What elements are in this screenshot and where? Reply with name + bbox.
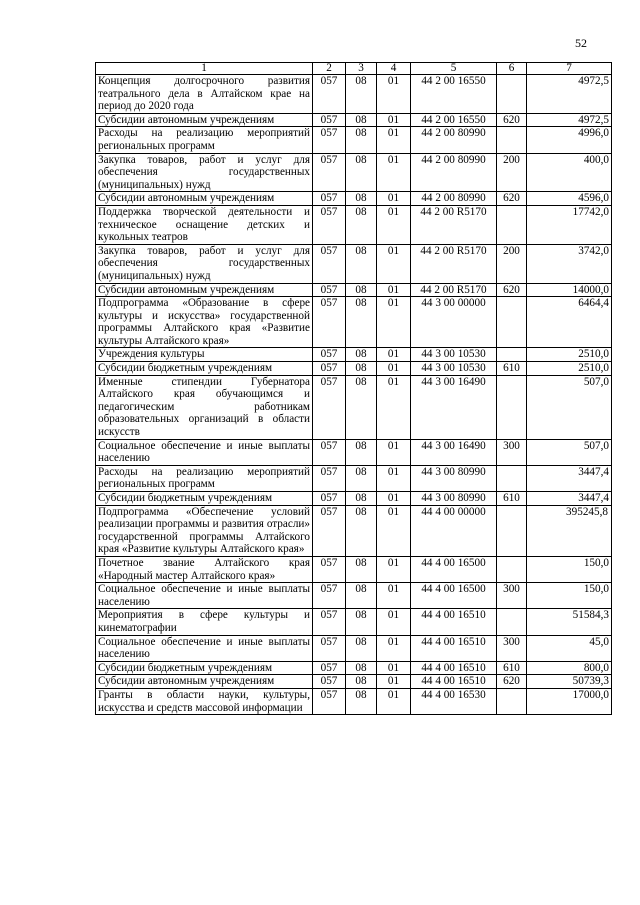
table-row (96, 348, 612, 362)
grbs-code-cell: 057 (313, 113, 346, 127)
target-article-code-cell: 44 2 00 80990 (411, 127, 497, 153)
expense-type-code-cell: 300 (497, 635, 527, 661)
subsection-code-cell: 01 (377, 153, 411, 192)
table-row (96, 492, 612, 506)
section-code-cell: 08 (346, 635, 377, 661)
target-article-code-cell: 44 2 00 80990 (411, 153, 497, 192)
table-row (96, 609, 612, 635)
subsection-code-cell: 01 (377, 362, 411, 376)
target-article-code-cell: 44 2 00 R5170 (411, 283, 497, 297)
expense-type-code-cell (497, 556, 527, 582)
subsection-code-cell: 01 (377, 556, 411, 582)
amount-cell: 50739,3 (527, 675, 612, 689)
grbs-code-cell: 057 (313, 439, 346, 465)
table-row (96, 153, 612, 192)
expense-type-code-cell: 200 (497, 153, 527, 192)
section-code-cell: 08 (346, 244, 377, 283)
target-article-code-cell: 44 4 00 16500 (411, 556, 497, 582)
grbs-code-cell: 057 (313, 375, 346, 439)
item-name-cell: Субсидии автономным учреждениям (96, 283, 313, 297)
subsection-code-cell: 01 (377, 635, 411, 661)
subsection-code-cell: 01 (377, 505, 411, 556)
expense-type-code-cell: 610 (497, 492, 527, 506)
expense-type-code-cell (497, 348, 527, 362)
amount-cell: 14000,0 (527, 283, 612, 297)
table-row (96, 439, 612, 465)
target-article-code-cell: 44 2 00 16550 (411, 75, 497, 114)
target-article-code-cell: 44 3 00 80990 (411, 492, 497, 506)
amount-cell: 17742,0 (527, 205, 612, 244)
table-row (96, 127, 612, 153)
subsection-code-cell: 01 (377, 348, 411, 362)
table-row (96, 556, 612, 582)
table-row (96, 297, 612, 348)
page-number: 52 (575, 36, 587, 50)
item-name-cell: Расходы на реализацию мероприятий региональных программ (96, 465, 313, 491)
amount-cell: 507,0 (527, 439, 612, 465)
section-code-cell: 08 (346, 661, 377, 675)
amount-cell: 800,0 (527, 661, 612, 675)
expense-type-code-cell: 200 (497, 244, 527, 283)
table-row (96, 362, 612, 376)
item-name-cell: Учреждения культуры (96, 348, 313, 362)
expense-type-code-cell (497, 688, 527, 714)
expense-type-code-cell (497, 127, 527, 153)
target-article-code-cell: 44 3 00 00000 (411, 297, 497, 348)
section-code-cell: 08 (346, 113, 377, 127)
expense-type-code-cell: 620 (497, 675, 527, 689)
target-article-code-cell: 44 2 00 R5170 (411, 205, 497, 244)
target-article-code-cell: 44 4 00 16530 (411, 688, 497, 714)
item-name-cell: Субсидии автономным учреждениям (96, 113, 313, 127)
column-header: 3 (346, 63, 377, 75)
amount-cell: 17000,0 (527, 688, 612, 714)
grbs-code-cell: 057 (313, 283, 346, 297)
subsection-code-cell: 01 (377, 283, 411, 297)
grbs-code-cell: 057 (313, 675, 346, 689)
grbs-code-cell: 057 (313, 492, 346, 506)
column-header: 1 (96, 63, 313, 75)
section-code-cell: 08 (346, 75, 377, 114)
expense-type-code-cell: 300 (497, 439, 527, 465)
table-row (96, 465, 612, 491)
expense-type-code-cell (497, 465, 527, 491)
subsection-code-cell: 01 (377, 583, 411, 609)
target-article-code-cell: 44 2 00 R5170 (411, 244, 497, 283)
subsection-code-cell: 01 (377, 127, 411, 153)
table-body (96, 75, 612, 715)
expense-type-code-cell: 620 (497, 192, 527, 206)
table-row (96, 283, 612, 297)
section-code-cell: 08 (346, 675, 377, 689)
subsection-code-cell: 01 (377, 675, 411, 689)
item-name-cell: Подпрограмма «Образование в сфере культуры и искусства» государственной программы Алтайского края «Развитие культуры Алтайского края» (96, 297, 313, 348)
amount-cell: 4596,0 (527, 192, 612, 206)
amount-cell: 45,0 (527, 635, 612, 661)
section-code-cell: 08 (346, 297, 377, 348)
item-name-cell: Мероприятия в сфере культуры и кинематографии (96, 609, 313, 635)
table-row (96, 688, 612, 714)
grbs-code-cell: 057 (313, 348, 346, 362)
amount-cell: 4996,0 (527, 127, 612, 153)
item-name-cell: Закупка товаров, работ и услуг для обеспечения государственных (муниципальных) нужд (96, 244, 313, 283)
subsection-code-cell: 01 (377, 192, 411, 206)
item-name-cell: Закупка товаров, работ и услуг для обеспечения государственных (муниципальных) нужд (96, 153, 313, 192)
section-code-cell: 08 (346, 205, 377, 244)
grbs-code-cell: 057 (313, 635, 346, 661)
expense-type-code-cell: 610 (497, 362, 527, 376)
section-code-cell: 08 (346, 192, 377, 206)
item-name-cell: Субсидии автономным учреждениям (96, 675, 313, 689)
table-row (96, 75, 612, 114)
item-name-cell: Именные стипендии Губернатора Алтайского края обучающимся и педагогическим работникам образовательных организаций в области искусств (96, 375, 313, 439)
column-header: 6 (497, 63, 527, 75)
expense-type-code-cell (497, 75, 527, 114)
amount-cell: 395245,8 (527, 505, 612, 556)
amount-cell: 2510,0 (527, 362, 612, 376)
section-code-cell: 08 (346, 505, 377, 556)
grbs-code-cell: 057 (313, 297, 346, 348)
section-code-cell: 08 (346, 583, 377, 609)
expense-type-code-cell: 300 (497, 583, 527, 609)
column-header: 7 (527, 63, 612, 75)
grbs-code-cell: 057 (313, 362, 346, 376)
amount-cell: 2510,0 (527, 348, 612, 362)
budget-table (95, 62, 612, 715)
target-article-code-cell: 44 3 00 80990 (411, 465, 497, 491)
grbs-code-cell: 057 (313, 127, 346, 153)
grbs-code-cell: 057 (313, 75, 346, 114)
amount-cell: 507,0 (527, 375, 612, 439)
subsection-code-cell: 01 (377, 661, 411, 675)
subsection-code-cell: 01 (377, 492, 411, 506)
amount-cell: 51584,3 (527, 609, 612, 635)
expense-type-code-cell: 610 (497, 661, 527, 675)
item-name-cell: Субсидии автономным учреждениям (96, 192, 313, 206)
grbs-code-cell: 057 (313, 609, 346, 635)
section-code-cell: 08 (346, 492, 377, 506)
expense-type-code-cell: 620 (497, 283, 527, 297)
section-code-cell: 08 (346, 556, 377, 582)
subsection-code-cell: 01 (377, 75, 411, 114)
table-row (96, 505, 612, 556)
grbs-code-cell: 057 (313, 465, 346, 491)
section-code-cell: 08 (346, 153, 377, 192)
item-name-cell: Социальное обеспечение и иные выплаты населению (96, 439, 313, 465)
subsection-code-cell: 01 (377, 609, 411, 635)
item-name-cell: Субсидии бюджетным учреждениям (96, 661, 313, 675)
table-row (96, 661, 612, 675)
target-article-code-cell: 44 4 00 16500 (411, 583, 497, 609)
item-name-cell: Социальное обеспечение и иные выплаты населению (96, 583, 313, 609)
expense-type-code-cell (497, 609, 527, 635)
amount-cell: 3447,4 (527, 492, 612, 506)
table-row (96, 375, 612, 439)
target-article-code-cell: 44 4 00 16510 (411, 609, 497, 635)
target-article-code-cell: 44 3 00 16490 (411, 375, 497, 439)
header-row (96, 63, 612, 75)
grbs-code-cell: 057 (313, 661, 346, 675)
item-name-cell: Расходы на реализацию мероприятий региональных программ (96, 127, 313, 153)
target-article-code-cell: 44 4 00 00000 (411, 505, 497, 556)
grbs-code-cell: 057 (313, 688, 346, 714)
target-article-code-cell: 44 2 00 16550 (411, 113, 497, 127)
amount-cell: 150,0 (527, 583, 612, 609)
subsection-code-cell: 01 (377, 113, 411, 127)
section-code-cell: 08 (346, 439, 377, 465)
item-name-cell: Почетное звание Алтайского края «Народный мастер Алтайского края» (96, 556, 313, 582)
section-code-cell: 08 (346, 609, 377, 635)
amount-cell: 150,0 (527, 556, 612, 582)
subsection-code-cell: 01 (377, 688, 411, 714)
section-code-cell: 08 (346, 283, 377, 297)
column-header: 4 (377, 63, 411, 75)
subsection-code-cell: 01 (377, 465, 411, 491)
section-code-cell: 08 (346, 348, 377, 362)
section-code-cell: 08 (346, 362, 377, 376)
grbs-code-cell: 057 (313, 244, 346, 283)
item-name-cell: Социальное обеспечение и иные выплаты населению (96, 635, 313, 661)
item-name-cell: Субсидии бюджетным учреждениям (96, 362, 313, 376)
amount-cell: 3447,4 (527, 465, 612, 491)
amount-cell: 6464,4 (527, 297, 612, 348)
target-article-code-cell: 44 4 00 16510 (411, 661, 497, 675)
table-row (96, 192, 612, 206)
column-header: 5 (411, 63, 497, 75)
table-row (96, 244, 612, 283)
grbs-code-cell: 057 (313, 153, 346, 192)
section-code-cell: 08 (346, 688, 377, 714)
target-article-code-cell: 44 4 00 16510 (411, 635, 497, 661)
expense-type-code-cell (497, 375, 527, 439)
grbs-code-cell: 057 (313, 556, 346, 582)
expense-type-code-cell: 620 (497, 113, 527, 127)
item-name-cell: Субсидии бюджетным учреждениям (96, 492, 313, 506)
table-row (96, 205, 612, 244)
target-article-code-cell: 44 4 00 16510 (411, 675, 497, 689)
amount-cell: 4972,5 (527, 75, 612, 114)
target-article-code-cell: 44 3 00 10530 (411, 348, 497, 362)
grbs-code-cell: 057 (313, 205, 346, 244)
grbs-code-cell: 057 (313, 505, 346, 556)
subsection-code-cell: 01 (377, 205, 411, 244)
subsection-code-cell: 01 (377, 297, 411, 348)
item-name-cell: Поддержка творческой деятельности и техническое оснащение детских и кукольных театров (96, 205, 313, 244)
subsection-code-cell: 01 (377, 375, 411, 439)
amount-cell: 3742,0 (527, 244, 612, 283)
grbs-code-cell: 057 (313, 583, 346, 609)
item-name-cell: Гранты в области науки, культуры, искусства и средств массовой информации (96, 688, 313, 714)
table-row (96, 635, 612, 661)
table-row (96, 675, 612, 689)
expense-type-code-cell (497, 505, 527, 556)
section-code-cell: 08 (346, 465, 377, 491)
target-article-code-cell: 44 3 00 16490 (411, 439, 497, 465)
column-header: 2 (313, 63, 346, 75)
subsection-code-cell: 01 (377, 439, 411, 465)
amount-cell: 4972,5 (527, 113, 612, 127)
expense-type-code-cell (497, 297, 527, 348)
target-article-code-cell: 44 2 00 80990 (411, 192, 497, 206)
section-code-cell: 08 (346, 127, 377, 153)
expense-type-code-cell (497, 205, 527, 244)
subsection-code-cell: 01 (377, 244, 411, 283)
table-row (96, 113, 612, 127)
item-name-cell: Подпрограмма «Обеспечение условий реализации программы и развития отрасли» государственной программы Алтайского края «Развитие культуры Алтайского края» (96, 505, 313, 556)
section-code-cell: 08 (346, 375, 377, 439)
grbs-code-cell: 057 (313, 192, 346, 206)
table-row (96, 583, 612, 609)
item-name-cell: Концепция долгосрочного развития театрального дела в Алтайском крае на период до 2020 года (96, 75, 313, 114)
amount-cell: 400,0 (527, 153, 612, 192)
target-article-code-cell: 44 3 00 10530 (411, 362, 497, 376)
